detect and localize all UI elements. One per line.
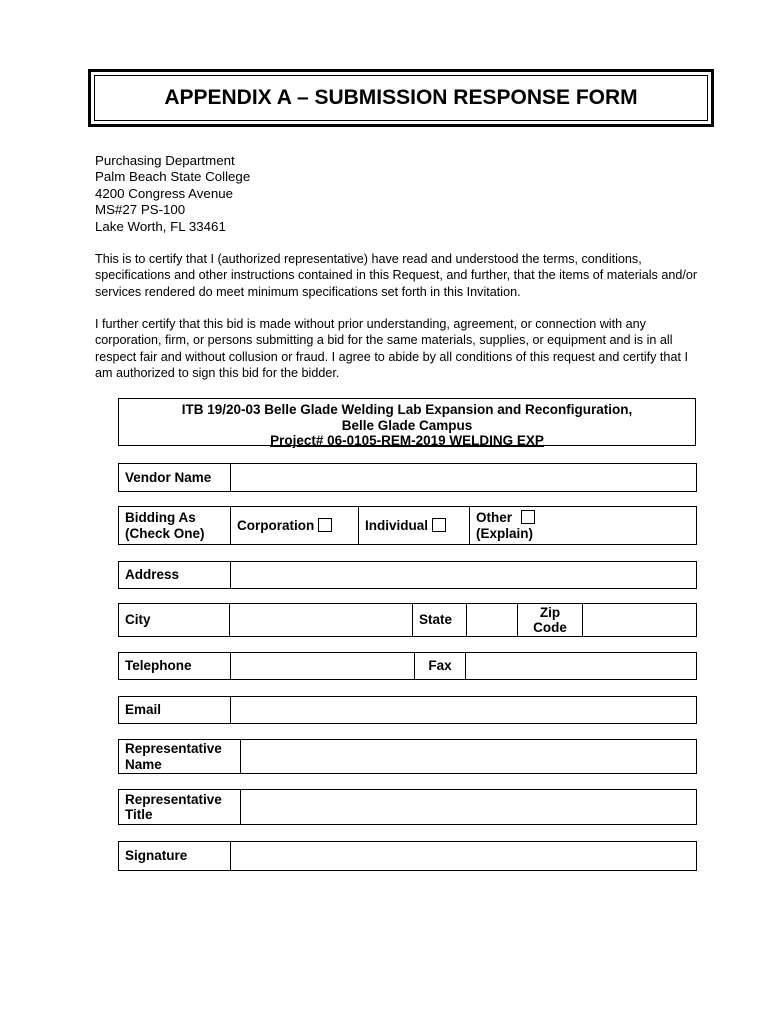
representative-title-label bbox=[119, 790, 241, 824]
name-text: Name bbox=[125, 756, 162, 772]
city-field[interactable] bbox=[230, 604, 413, 636]
zip-text: Zip bbox=[539, 604, 561, 620]
address-block bbox=[95, 153, 250, 235]
bidding-as-text: Bidding As bbox=[125, 510, 196, 525]
fax-label: Fax bbox=[415, 653, 466, 679]
check-one-text: (Check One) bbox=[125, 525, 205, 541]
other-label: Other bbox=[476, 510, 513, 525]
representative-name-field[interactable] bbox=[241, 740, 696, 773]
corporation-label: Corporation bbox=[237, 517, 315, 533]
representative-text: Representative bbox=[125, 791, 222, 807]
itb-header bbox=[118, 398, 696, 446]
itb-line-3: Project# 06-0105-REM-2019 WELDING EXP bbox=[270, 433, 544, 448]
explain-label: (Explain) bbox=[476, 525, 534, 541]
telephone-field[interactable] bbox=[231, 653, 415, 679]
city-label: City bbox=[119, 604, 230, 636]
zip-label bbox=[518, 604, 583, 636]
zip-field[interactable] bbox=[583, 604, 696, 636]
state-field[interactable] bbox=[467, 604, 518, 636]
address-label: Address bbox=[119, 562, 231, 588]
representative-name-row bbox=[118, 739, 697, 774]
address-line: 4200 Congress Avenue bbox=[95, 185, 234, 201]
further-certification-paragraph: I further certify that this bid is made without prior understanding, agreement, or connection with any corporation, firm, or persons submitting a bid for the same materials, supplies, or equipment and is in all respect fair and without collusion or fraud. I agree to abide by all conditions of this request and certify that I am authorized to sign this bid for the bidder. bbox=[95, 317, 688, 381]
address-line: Lake Worth, FL 33461 bbox=[95, 218, 226, 234]
representative-name-label bbox=[119, 740, 241, 773]
state-label: State bbox=[413, 604, 467, 636]
individual-option[interactable] bbox=[359, 507, 470, 544]
vendor-name-field[interactable] bbox=[231, 464, 696, 491]
signature-row bbox=[118, 841, 697, 871]
individual-label: Individual bbox=[365, 517, 429, 533]
individual-checkbox[interactable] bbox=[432, 518, 446, 532]
vendor-name-row bbox=[118, 463, 697, 492]
bidding-as-label bbox=[119, 507, 231, 544]
email-field[interactable] bbox=[231, 697, 696, 723]
title-text: Title bbox=[125, 807, 153, 822]
other-checkbox[interactable] bbox=[521, 510, 535, 524]
fax-field[interactable] bbox=[466, 653, 696, 679]
representative-text: Representative bbox=[125, 741, 222, 756]
address-field[interactable] bbox=[231, 562, 696, 588]
city-state-zip-row bbox=[118, 603, 697, 637]
other-option[interactable] bbox=[470, 507, 696, 544]
itb-line-1: ITB 19/20-03 Belle Glade Welding Lab Expansion and Reconfiguration, bbox=[181, 402, 633, 417]
address-line: Palm Beach State College bbox=[95, 169, 251, 185]
page-title: APPENDIX A – SUBMISSION RESPONSE FORM bbox=[94, 75, 708, 121]
code-text: Code bbox=[533, 620, 567, 635]
bidding-as-row bbox=[118, 506, 697, 545]
corporation-option[interactable] bbox=[231, 507, 359, 544]
vendor-name-label: Vendor Name bbox=[119, 464, 231, 491]
address-row bbox=[118, 561, 697, 589]
email-row bbox=[118, 696, 697, 724]
title-box bbox=[88, 69, 714, 127]
itb-line-2: Belle Glade Campus bbox=[341, 417, 473, 433]
signature-label: Signature bbox=[119, 842, 231, 870]
address-line: Purchasing Department bbox=[95, 153, 235, 168]
signature-field[interactable] bbox=[231, 842, 696, 870]
telephone-label: Telephone bbox=[119, 653, 231, 679]
email-label: Email bbox=[119, 697, 231, 723]
telephone-fax-row bbox=[118, 652, 697, 680]
representative-title-row bbox=[118, 789, 697, 825]
corporation-checkbox[interactable] bbox=[318, 518, 332, 532]
representative-title-field[interactable] bbox=[241, 790, 696, 824]
address-line: MS#27 PS-100 bbox=[95, 202, 186, 218]
certification-paragraph: This is to certify that I (authorized representative) have read and understood the terms, conditions, specifications and other instructions contained in this Request, and further, that the items of materials and/or services rendered do meet minimum specifications set forth in this Invitation. bbox=[95, 252, 698, 299]
